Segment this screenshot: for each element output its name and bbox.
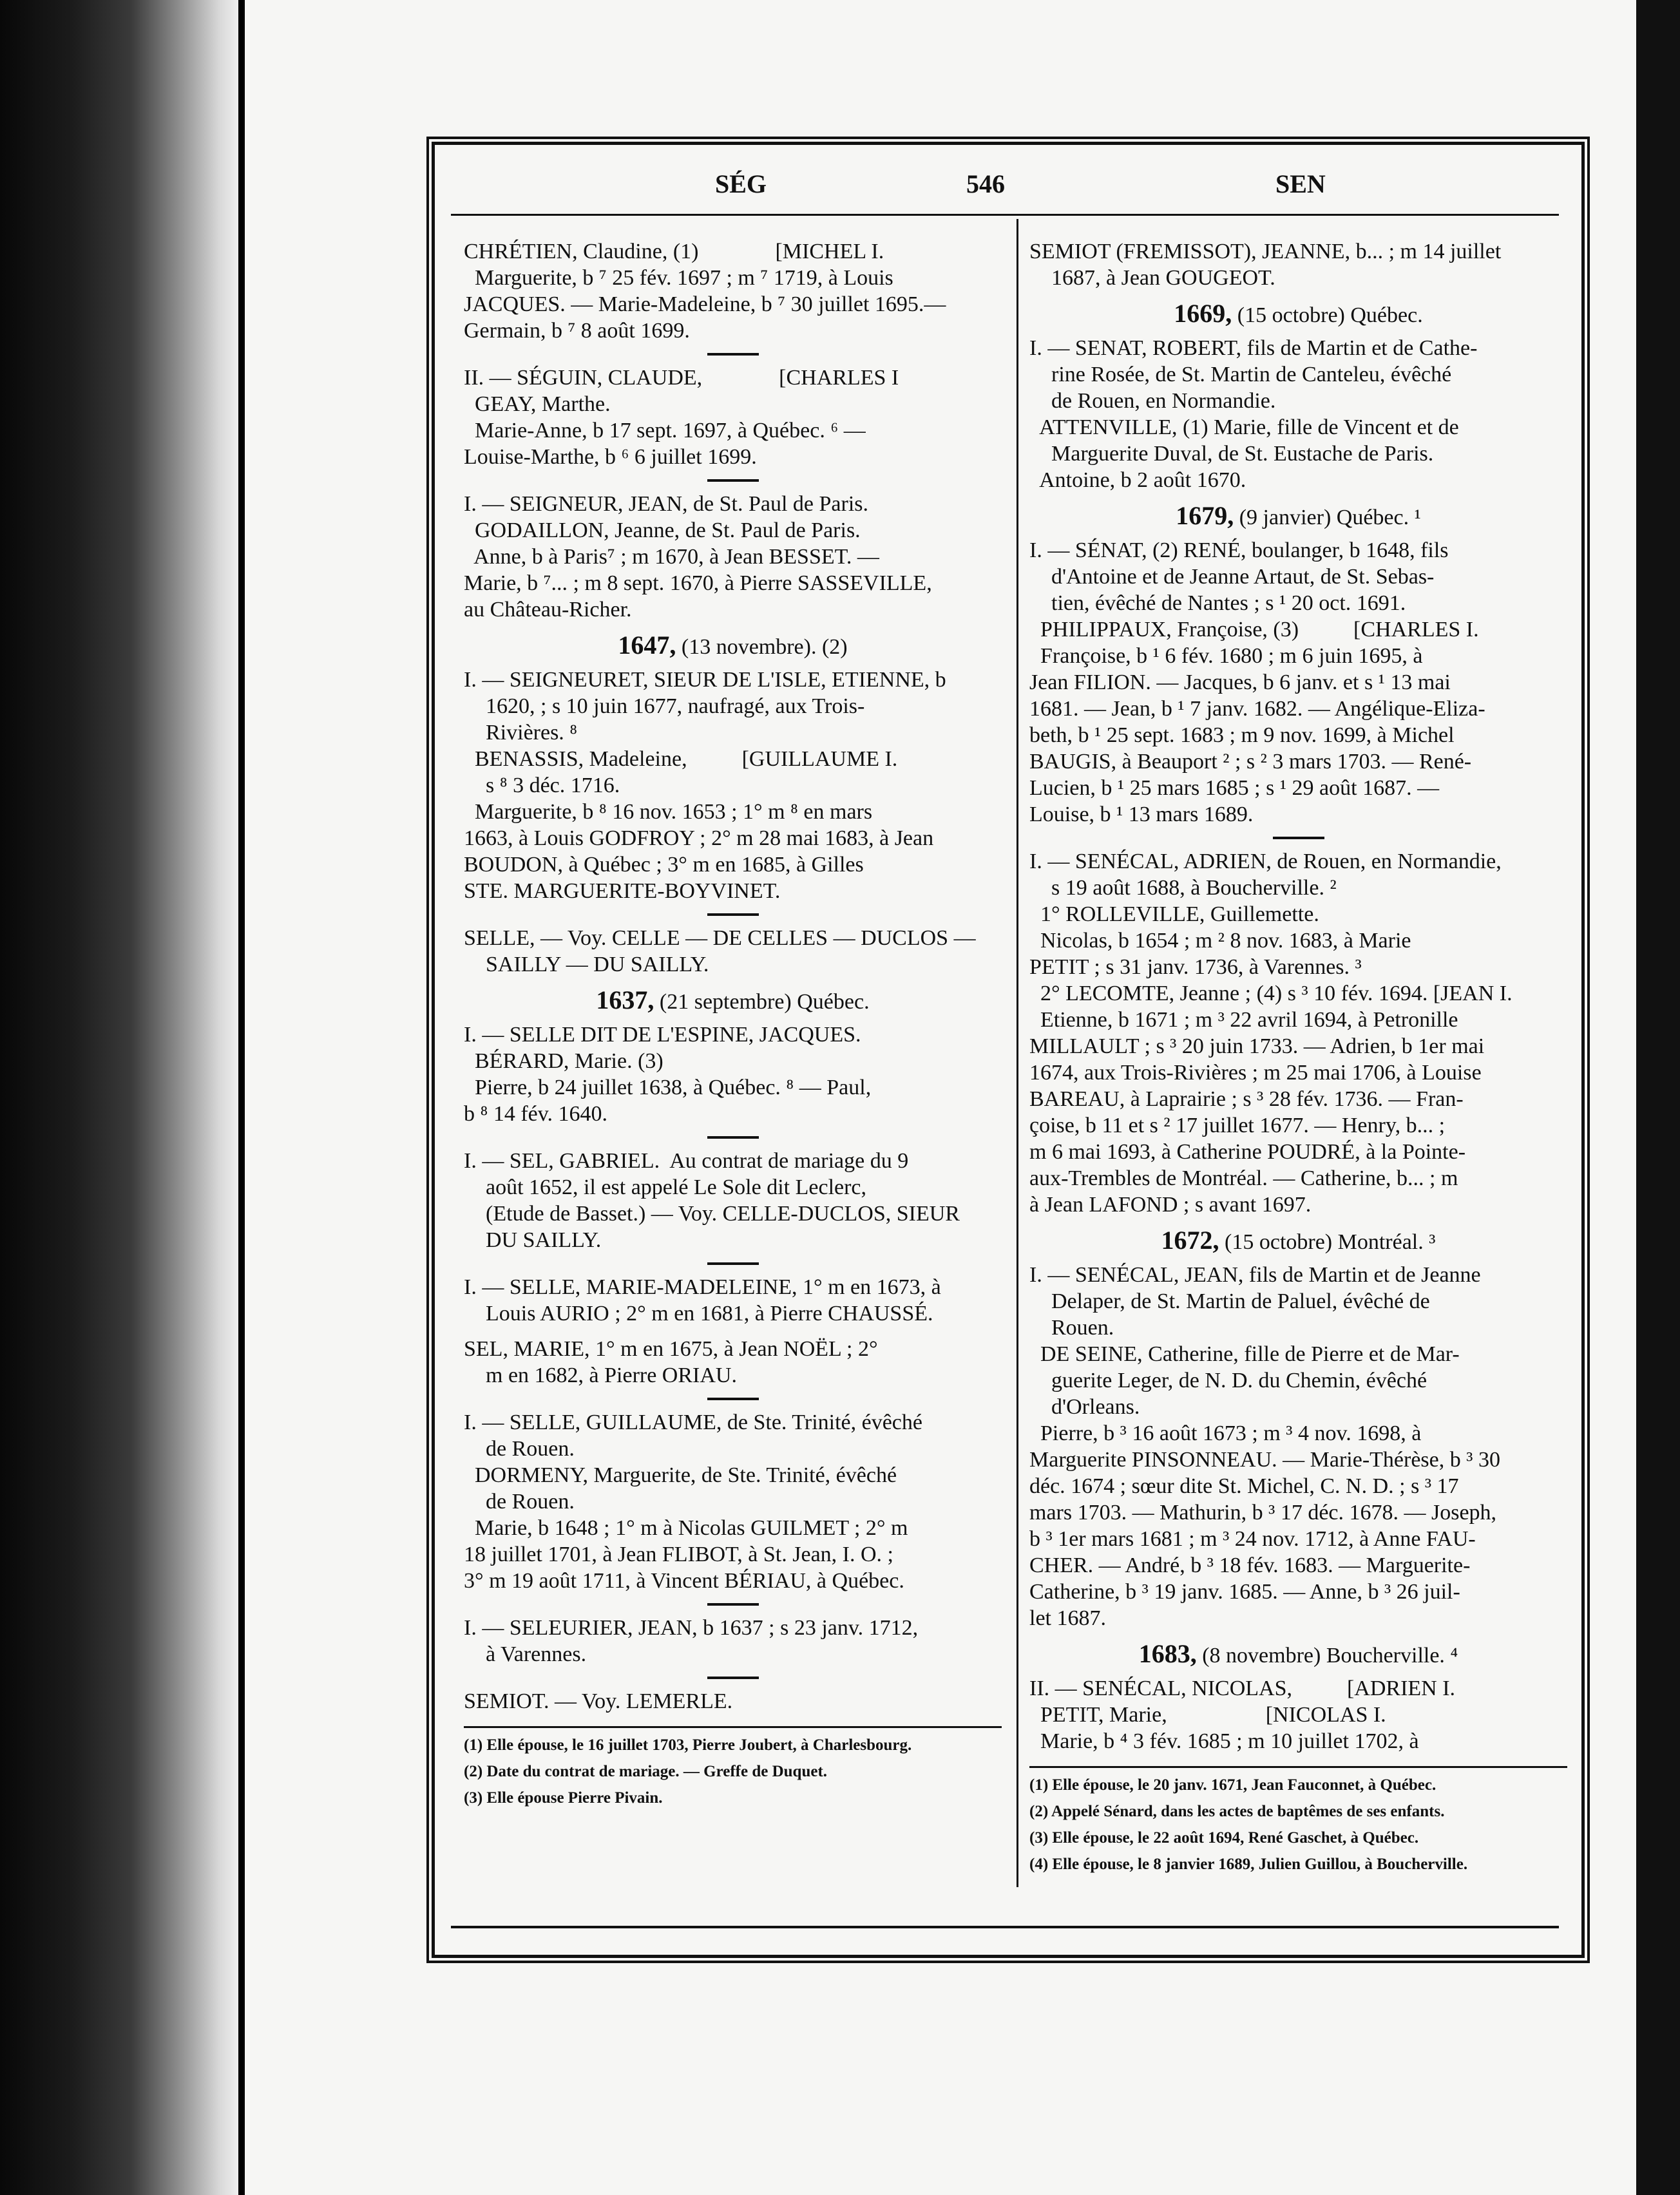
entry-line: Marguerite PINSONNEAU. — Marie-Thérèse, b ³ 30 — [1029, 1448, 1500, 1472]
entry-line: BOUDON, à Québec ; 3° m en 1685, à Gilles — [464, 853, 864, 877]
separator-rule — [707, 353, 759, 356]
entry-line: SAILLY — DU SAILLY. — [464, 953, 709, 976]
entry-line: Pierre, b 24 juillet 1638, à Québec. ⁸ — Paul, — [464, 1076, 872, 1099]
scan-margin — [1636, 0, 1680, 2195]
genealogy-entry — [1029, 238, 1567, 291]
entry-line: Anne, b à Paris⁷ ; m 1670, à Jean BESSET. — — [464, 545, 879, 569]
entry-line: CHER. — André, b ³ 18 fév. 1683. — Marguerite- — [1029, 1554, 1471, 1577]
entry-line: STE. MARGUERITE-BOYVINET. — [464, 879, 781, 903]
entry-line: Marie-Anne, b 17 sept. 1697, à Québec. ⁶ — — [464, 419, 866, 442]
entry-line: Marie, b 1648 ; 1° m à Nicolas GUILMET ; 2° m — [464, 1516, 908, 1540]
entry-line: guerite Leger, de N. D. du Chemin, évêché — [1029, 1369, 1427, 1392]
genealogy-entry — [464, 1274, 1002, 1327]
entry-line: Germain, b ⁷ 8 août 1699. — [464, 319, 690, 343]
entry-line: BÉRARD, Marie. (3) — [464, 1049, 663, 1073]
entry-line: m 6 mai 1693, à Catherine POUDRÉ, à la Pointe- — [1029, 1140, 1466, 1164]
entry-line: 1681. — Jean, b ¹ 7 janv. 1682. — Angélique-Eliza- — [1029, 697, 1485, 721]
entry-line: Antoine, b 2 août 1670. — [1029, 468, 1246, 492]
entry-line: I. — SEL, GABRIEL. Au contrat de mariage du 9 — [464, 1149, 909, 1173]
entry-line: Delaper, de St. Martin de Paluel, évêché de — [1029, 1289, 1430, 1313]
entry-line: I. — SELLE DIT DE L'ESPINE, JACQUES. — [464, 1023, 861, 1047]
entry-line: 2° LECOMTE, Jeanne ; (4) s ³ 10 fév. 1694. [JEAN I. — [1029, 982, 1513, 1005]
genealogy-entry — [1029, 1262, 1567, 1631]
entry-line: 18 juillet 1701, à Jean FLIBOT, à St. Jean, I. O. ; — [464, 1543, 893, 1566]
genealogy-entry — [464, 1409, 1002, 1594]
column-divider — [1017, 219, 1018, 1887]
genealogy-entry — [464, 1021, 1002, 1127]
entry-line: JACQUES. — Marie-Madeleine, b ⁷ 30 juillet 1695.— — [464, 292, 946, 316]
genealogy-entry — [1029, 537, 1567, 828]
marriage-date-heading — [464, 987, 1002, 1015]
entry-line: ATTENVILLE, (1) Marie, fille de Vincent et de — [1029, 415, 1459, 439]
entry-line: 3° m 19 août 1711, à Vincent BÉRIAU, à Québec. — [464, 1569, 904, 1593]
marriage-date-detail: (21 septembre) Québec. — [654, 990, 870, 1014]
entry-line: Louise, b ¹ 13 mars 1689. — [1029, 803, 1254, 826]
entry-line: Françoise, b ¹ 6 fév. 1680 ; m 6 juin 1695, à — [1029, 644, 1423, 668]
genealogy-entry — [464, 1688, 1002, 1715]
entry-line: I. — SEIGNEURET, SIEUR DE L'ISLE, ETIENNE, b — [464, 668, 946, 692]
footnotes — [464, 1734, 1002, 1809]
right-column — [1029, 238, 1567, 1880]
entry-line: SEMIOT. — Voy. LEMERLE. — [464, 1689, 733, 1713]
separator-rule — [707, 1262, 759, 1265]
entry-line: II. — SENÉCAL, NICOLAS, [ADRIEN I. — [1029, 1677, 1456, 1700]
entry-line: II. — SÉGUIN, CLAUDE, [CHARLES I — [464, 366, 899, 390]
marriage-date-detail: (13 novembre). (2) — [676, 635, 848, 659]
entry-line: I. — SÉNAT, (2) RENÉ, boulanger, b 1648, fils — [1029, 538, 1449, 562]
entry-line: 1663, à Louis GODFROY ; 2° m 28 mai 1683, à Jean — [464, 826, 934, 850]
marriage-date-heading — [1029, 1640, 1567, 1669]
footnotes — [1029, 1774, 1567, 1875]
entry-line: GODAILLON, Jeanne, de St. Paul de Paris. — [464, 518, 861, 542]
marriage-year: 1669, — [1174, 299, 1232, 328]
footnote-rule — [1029, 1766, 1567, 1768]
marriage-year: 1637, — [596, 985, 654, 1014]
marriage-year: 1679, — [1176, 501, 1234, 530]
entry-line: de Rouen. — [464, 1490, 575, 1514]
separator-rule — [707, 1136, 759, 1139]
separator-rule — [1273, 837, 1324, 839]
genealogy-entry — [464, 1148, 1002, 1253]
entry-line: Catherine, b ³ 19 janv. 1685. — Anne, b ³ 26 juil- — [1029, 1580, 1460, 1604]
bottom-rule — [451, 1926, 1559, 1928]
entry-line: tien, évêché de Nantes ; s ¹ 20 oct. 1691. — [1029, 591, 1406, 615]
entry-line: à Jean LAFOND ; s avant 1697. — [1029, 1193, 1312, 1217]
genealogy-entry — [464, 365, 1002, 470]
entry-line: Pierre, b ³ 16 août 1673 ; m ³ 4 nov. 1698, à — [1029, 1421, 1422, 1445]
marriage-date-detail: (8 novembre) Boucherville. ⁴ — [1196, 1644, 1458, 1668]
footnote: (4) Elle épouse, le 8 janvier 1689, Julien Guillou, à Boucherville. — [1029, 1856, 1468, 1873]
marriage-year: 1683, — [1138, 1639, 1197, 1668]
entry-line: m en 1682, à Pierre ORIAU. — [464, 1364, 737, 1387]
entry-line: BENASSIS, Madeleine, [GUILLAUME I. — [464, 747, 898, 771]
entry-line: août 1652, il est appelé Le Sole dit Leclerc, — [464, 1175, 867, 1199]
entry-line: b ⁸ 14 fév. 1640. — [464, 1102, 608, 1126]
separator-rule — [707, 1398, 759, 1400]
entry-line: Marguerite, b ⁷ 25 fév. 1697 ; m ⁷ 1719, à Louis — [464, 266, 893, 290]
footnote: (1) Elle épouse, le 20 janv. 1671, Jean Fauconnet, à Québec. — [1029, 1776, 1437, 1794]
separator-rule — [707, 479, 759, 482]
running-header — [451, 161, 1559, 206]
entry-line: Marie, b ⁴ 3 fév. 1685 ; m 10 juillet 1702, à — [1029, 1729, 1419, 1753]
entry-line: I. — SENAT, ROBERT, fils de Martin et de Cathe- — [1029, 336, 1478, 360]
entry-line: CHRÉTIEN, Claudine, (1) [MICHEL I. — [464, 240, 884, 263]
footnote: (3) Elle épouse, le 22 août 1694, René Gaschet, à Québec. — [1029, 1829, 1419, 1847]
entry-line: Louis AURIO ; 2° m en 1681, à Pierre CHAUSSÉ. — [464, 1302, 933, 1326]
marriage-year: 1647, — [618, 631, 676, 660]
entry-line: I. — SELEURIER, JEAN, b 1637 ; s 23 janv. 1712, — [464, 1616, 919, 1640]
entry-line: déc. 1674 ; sœur dite St. Michel, C. N. D. ; s ³ 17 — [1029, 1474, 1459, 1498]
entry-line: I. — SELLE, MARIE-MADELEINE, 1° m en 1673, à — [464, 1275, 941, 1299]
entry-line: Rivières. ⁸ — [464, 721, 578, 745]
entry-line: I. — SEIGNEUR, JEAN, de St. Paul de Paris. — [464, 492, 869, 516]
entry-line: SEL, MARIE, 1° m en 1675, à Jean NOËL ; 2° — [464, 1337, 878, 1361]
separator-rule — [707, 1603, 759, 1606]
entry-line: (Etude de Basset.) — Voy. CELLE-DUCLOS, SIEUR — [464, 1202, 960, 1226]
genealogy-entry — [464, 925, 1002, 978]
entry-line: au Château-Richer. — [464, 598, 632, 622]
entry-line: 1687, à Jean GOUGEOT. — [1029, 266, 1275, 290]
footnote: (3) Elle épouse Pierre Pivain. — [464, 1789, 663, 1807]
entry-line: MILLAULT ; s ³ 20 juin 1733. — Adrien, b 1er mai — [1029, 1034, 1485, 1058]
entry-line: BAUGIS, à Beauport ² ; s ² 3 mars 1703. — René- — [1029, 750, 1472, 774]
entry-line: SELLE, — Voy. CELLE — DE CELLES — DUCLOS — — [464, 926, 976, 950]
marriage-date-heading — [1029, 300, 1567, 328]
entry-line: d'Antoine et de Jeanne Artaut, de St. Sebas- — [1029, 565, 1435, 589]
marriage-date-detail: (9 janvier) Québec. ¹ — [1234, 506, 1421, 529]
entry-line: I. — SENÉCAL, ADRIEN, de Rouen, en Normandie, — [1029, 850, 1502, 873]
header-left: SÉG — [715, 169, 767, 198]
entry-line: s ⁸ 3 déc. 1716. — [464, 774, 620, 797]
genealogy-entry — [464, 491, 1002, 623]
entry-line: çoise, b 11 et s ² 17 juillet 1677. — Henry, b... ; — [1029, 1114, 1446, 1137]
marriage-date-heading — [1029, 502, 1567, 531]
marriage-year: 1672, — [1161, 1226, 1219, 1255]
header-rule — [451, 214, 1559, 216]
footnote: (2) Appelé Sénard, dans les actes de baptêmes de ses enfants. — [1029, 1803, 1445, 1820]
footnote: (2) Date du contrat de mariage. — Greffe de Duquet. — [464, 1763, 828, 1780]
entry-line: PETIT ; s 31 janv. 1736, à Varennes. ³ — [1029, 955, 1362, 979]
entry-line: d'Orleans. — [1029, 1395, 1140, 1419]
entry-line: Marguerite, b ⁸ 16 nov. 1653 ; 1° m ⁸ en mars — [464, 800, 873, 824]
entry-line: 1674, aux Trois-Rivières ; m 25 mai 1706, à Louise — [1029, 1061, 1482, 1085]
entry-line: Marguerite Duval, de St. Eustache de Paris. — [1029, 442, 1434, 466]
entry-line: 1620, ; s 10 juin 1677, naufragé, aux Trois- — [464, 694, 865, 718]
marriage-date-detail: (15 octobre) Québec. — [1232, 303, 1423, 327]
entry-line: de Rouen, en Normandie. — [1029, 389, 1276, 413]
entry-line: b ³ 1er mars 1681 ; m ³ 24 nov. 1712, à Anne FAU- — [1029, 1527, 1476, 1551]
entry-line: 1° ROLLEVILLE, Guillemette. — [1029, 902, 1319, 926]
marriage-date-heading — [1029, 1227, 1567, 1255]
left-column — [464, 238, 1002, 1814]
page-number: 546 — [966, 169, 1005, 198]
separator-rule — [707, 913, 759, 916]
genealogy-entry — [464, 667, 1002, 904]
entry-line: BAREAU, à Laprairie ; s ³ 28 fév. 1736. — Fran- — [1029, 1087, 1464, 1111]
entry-line: Rouen. — [1029, 1316, 1114, 1340]
genealogy-entry — [1029, 335, 1567, 493]
entry-line: aux-Trembles de Montréal. — Catherine, b... ; m — [1029, 1166, 1458, 1190]
book-spine-edge — [0, 0, 238, 2195]
genealogy-entry — [1029, 1675, 1567, 1754]
genealogy-entry — [464, 1615, 1002, 1668]
entry-line: GEAY, Marthe. — [464, 392, 611, 416]
entry-line: rine Rosée, de St. Martin de Canteleu, évêché — [1029, 363, 1452, 386]
footnote: (1) Elle épouse, le 16 juillet 1703, Pierre Joubert, à Charlesbourg. — [464, 1736, 912, 1754]
genealogy-entry — [464, 1336, 1002, 1389]
marriage-date-detail: (15 octobre) Montréal. ³ — [1219, 1230, 1436, 1254]
entry-line: à Varennes. — [464, 1642, 587, 1666]
entry-line: PETIT, Marie, [NICOLAS I. — [1029, 1703, 1386, 1727]
entry-line: Nicolas, b 1654 ; m ² 8 nov. 1683, à Marie — [1029, 929, 1411, 953]
entry-line: DU SAILLY. — [464, 1228, 602, 1252]
entry-line: Louise-Marthe, b ⁶ 6 juillet 1699. — [464, 445, 757, 469]
entry-line: let 1687. — [1029, 1606, 1106, 1630]
entry-line: s 19 août 1688, à Boucherville. ² — [1029, 876, 1337, 900]
header-right: SEN — [1275, 169, 1326, 198]
entry-line: I. — SENÉCAL, JEAN, fils de Martin et de Jeanne — [1029, 1263, 1481, 1287]
entry-line: DE SEINE, Catherine, fille de Pierre et de Mar- — [1029, 1342, 1460, 1366]
entry-line: Lucien, b ¹ 25 mars 1685 ; s ¹ 29 août 1687. — — [1029, 776, 1440, 800]
genealogy-entry — [1029, 848, 1567, 1218]
entry-line: Marie, b ⁷... ; m 8 sept. 1670, à Pierre SASSEVILLE, — [464, 571, 932, 595]
entry-line: de Rouen. — [464, 1437, 575, 1461]
entry-line: PHILIPPAUX, Françoise, (3) [CHARLES I. — [1029, 618, 1479, 641]
footnote-rule — [464, 1726, 1002, 1728]
entry-line: beth, b ¹ 25 sept. 1683 ; m 9 nov. 1699, à Michel — [1029, 723, 1455, 747]
entry-line: I. — SELLE, GUILLAUME, de Ste. Trinité, évêché — [464, 1411, 922, 1434]
entry-line: Jean FILION. — Jacques, b 6 janv. et s ¹ 13 mai — [1029, 670, 1451, 694]
entry-line: SEMIOT (FREMISSOT), JEANNE, b... ; m 14 juillet — [1029, 240, 1502, 263]
marriage-date-heading — [464, 632, 1002, 660]
entry-line: Etienne, b 1671 ; m ³ 22 avril 1694, à Petronille — [1029, 1008, 1458, 1032]
entry-line: mars 1703. — Mathurin, b ³ 17 déc. 1678. — Joseph, — [1029, 1501, 1497, 1525]
genealogy-entry — [464, 238, 1002, 344]
separator-rule — [707, 1677, 759, 1679]
entry-line: DORMENY, Marguerite, de Ste. Trinité, évêché — [464, 1463, 897, 1487]
